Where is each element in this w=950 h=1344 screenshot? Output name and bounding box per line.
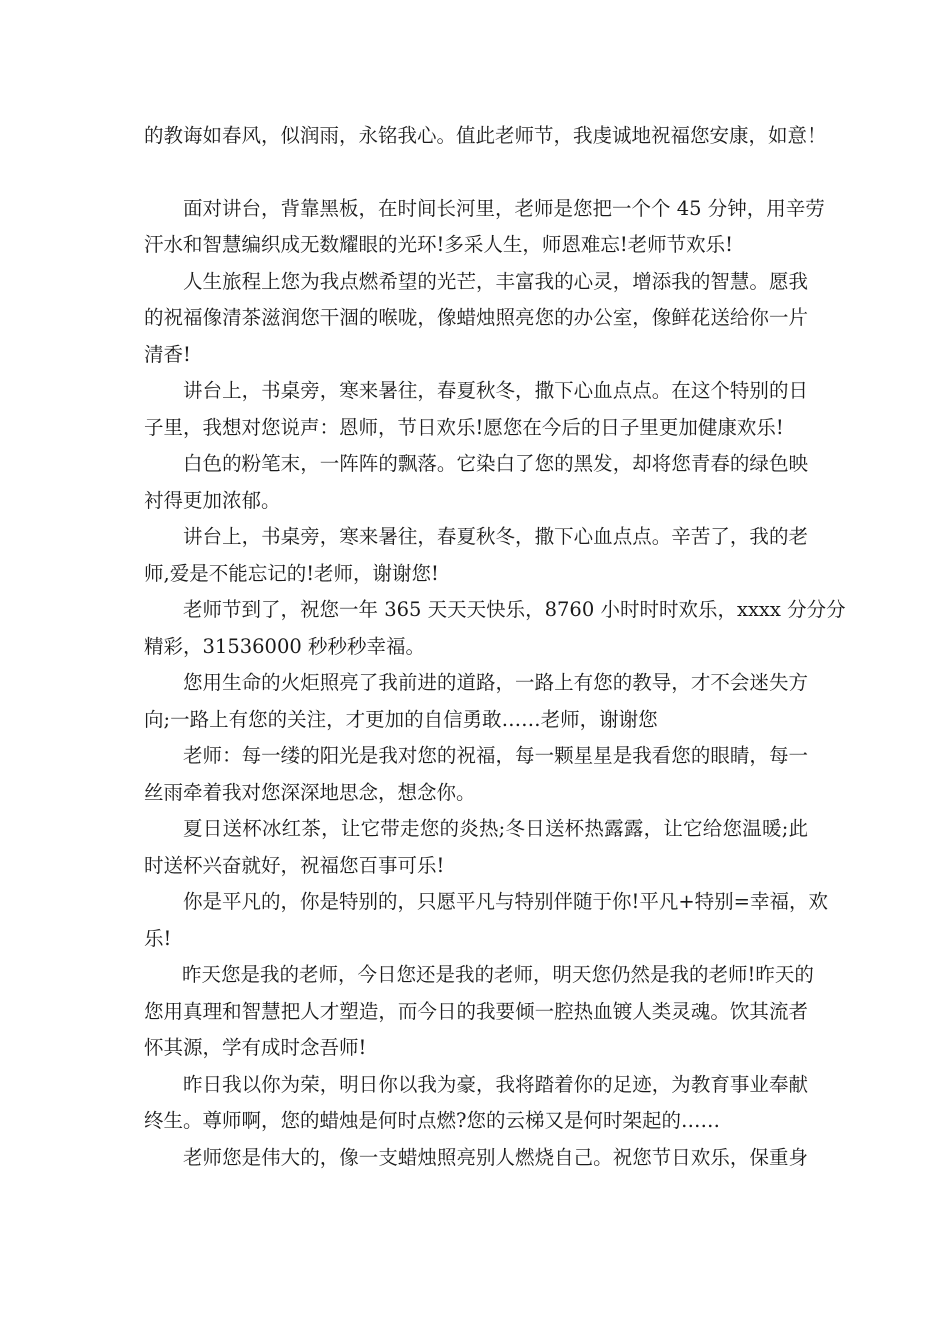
paragraph-4 — [144, 373, 808, 446]
paragraph-14 — [144, 1140, 808, 1177]
text-line: 老师您是伟大的，像一支蜡烛照亮别人燃烧自己。祝您节日欢乐，保重身 — [183, 1145, 808, 1169]
text-line: 精彩，31536000 秒秒秒幸福。 — [144, 634, 425, 658]
text-line: 白色的粉笔末，一阵阵的飘落。它染白了您的黑发，却将您青春的绿色映 — [183, 452, 808, 475]
text-line: 乐! — [144, 926, 172, 950]
text-line: 怀其源，学有成时念吾师! — [144, 1036, 367, 1059]
text-line: 人生旅程上您为我点燃希望的光芒，丰富我的心灵，增添我的智慧。愿我 — [183, 269, 808, 293]
text-line: 的祝福像清茶滋润您干涸的喉咙，像蜡烛照亮您的办公室，像鲜花送给你一片 — [144, 306, 808, 329]
paragraph-11 — [144, 884, 829, 957]
text-line: 的教诲如春风，似润雨，永铭我心。值此老师节，我虔诚地祝福您安康，如意！ — [144, 124, 827, 147]
text-line: 子里，我想对您说声：恩师，节日欢乐!愿您在今后的日子里更加健康欢乐! — [144, 415, 784, 439]
paragraph-9 — [144, 738, 808, 811]
text-line: 衬得更加浓郁。 — [144, 488, 281, 512]
text-line: 时送杯兴奋就好，祝福您百事可乐! — [144, 853, 445, 877]
text-line: 讲台上，书桌旁，寒来暑往，春夏秋冬，撒下心血点点。在这个特别的日 — [183, 379, 808, 402]
text-line: 昨日我以你为荣，明日你以我为豪，我将踏着你的足迹，为教育事业奉献 — [183, 1072, 808, 1096]
text-line: 您用生命的火炬照亮了我前进的道路，一路上有您的教导，才不会迷失方 — [183, 671, 808, 694]
paragraph-2 — [144, 191, 825, 264]
paragraph-10 — [144, 811, 808, 884]
text-line: 面对讲台，背靠黑板，在时间长河里，老师是您把一个个 45 分钟，用辛劳 — [183, 196, 825, 220]
text-line: 老师：每一缕的阳光是我对您的祝福，每一颗星星是我看您的眼睛，每一 — [183, 744, 808, 767]
text-line: 汗水和智慧编织成无数耀眼的光环!多采人生，师恩难忘!老师节欢乐! — [144, 233, 734, 256]
paragraph-8 — [144, 665, 808, 738]
text-line: 您用真理和智慧把人才塑造，而今日的我要倾一腔热血镀人类灵魂。饮其流者 — [144, 999, 808, 1023]
text-line: 老师节到了，祝您一年 365 天天天快乐，8760 小时时时欢乐，xxxx 分分分 — [183, 598, 846, 621]
paragraph-1 — [144, 118, 827, 155]
text-line: 丝雨牵着我对您深深地思念，想念你。 — [144, 780, 476, 804]
paragraph-7 — [144, 592, 846, 665]
paragraph-3 — [144, 264, 808, 374]
paragraph-13 — [144, 1067, 808, 1140]
paragraph-12 — [144, 957, 814, 1067]
text-line: 昨天您是我的老师，今日您还是我的老师，明天您仍然是我的老师!昨天的 — [182, 963, 814, 986]
text-line: 讲台上，书桌旁，寒来暑往，春夏秋冬，撒下心血点点。辛苦了，我的老 — [183, 525, 808, 548]
paragraph-gap — [144, 155, 808, 191]
text-line: 你是平凡的，你是特别的，只愿平凡与特别伴随于你!平凡+特别=幸福，欢 — [183, 890, 829, 913]
text-line: 师,爱是不能忘记的!老师，谢谢您! — [144, 561, 439, 585]
text-line: 清香! — [144, 342, 191, 366]
paragraph-6 — [144, 519, 808, 592]
text-line: 向;一路上有您的关注，才更加的自信勇敢……老师，谢谢您 — [144, 707, 658, 731]
document-page — [144, 118, 846, 1176]
paragraph-5 — [144, 446, 808, 519]
text-line: 终生。尊师啊，您的蜡烛是何时点燃?您的云梯又是何时架起的…… — [144, 1109, 720, 1132]
text-line: 夏日送杯冰红茶，让它带走您的炎热;冬日送杯热露露，让它给您温暖;此 — [183, 817, 808, 840]
